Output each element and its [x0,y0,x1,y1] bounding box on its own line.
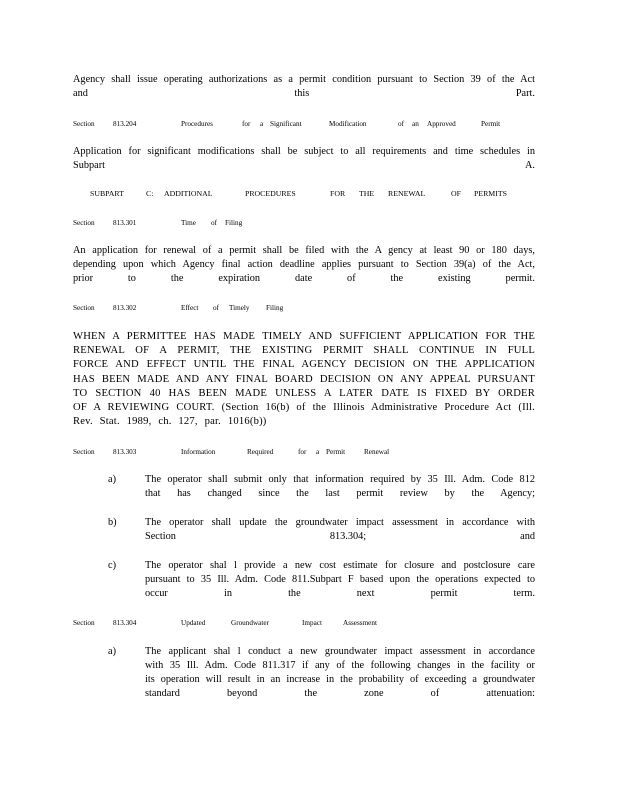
paragraph-time-of-filing: An application for renewal of a permit shall be filed with the A gency at least 90 or 180 days, depending upon which Agency final action deadline applies pursuant to Section 39(a) of the Act, prior to the expiration date of the existing permit. [73,245,535,284]
paragraph-operating-authorizations: Agency shall issue operating authorizations as a permit condition pursuant to Section 39 of the Act and this Part. [73,74,535,99]
statutory-quote: WHEN A PERMITTEE HAS MADE TIMELY AND SUFFICIENT APPLICATION FOR THE RENEWAL OF A PERMIT, THE EXISTING PERMIT SHALL CONTINUE IN FULL FORCE AND EFFECT UNTIL THE FINAL AGENCY DECISION ON THE APPLICATION HAS BEEN MADE AND ANY FINAL BOARD DECISION ON ANY APPEAL PURSUANT TO SECTION 40 HAS BEEN MADE UNLESS A LATER DATE IS FIXED BY ORDER OF A REVIEWING COURT. [73,331,535,414]
paragraph-effect-of-timely-filing [73,330,535,429]
document-page: Agency shall issue operating authorizations as a permit condition pursuant to Section 39 of the Act and this Part. Section 813.204 Procedures for a Significant Modification of an Approved Permit Application for significant modifications shall be subject to all requirements and time schedules in Subpart A. SUBPART C: ADDITIONAL PROCEDURES FOR THE RENEWAL OF PERMITS Section 813.301 Time of Filing An application for renewal of a permit shall be filed with the A gency at least 90 or 180 days, depending upon which Agency final action deadline applies pursuant to Section 39(a) of the Act, prior to the expiration date of the existing permit. Section 813.302 Effect of Timely Filing WHEN A PERMITTEE HAS MADE TIMELY AND SUFFICIENT APPLICATION FOR THE RENEWAL OF A PERMIT, THE EXISTING PERMIT SHALL CONTINUE IN FULL FORCE AND EFFECT UNTIL THE FINAL AGENCY DECISION ON THE APPLICATION HAS BEEN MADE AND ANY FINAL BOARD DECISION ON ANY APPEAL PURSUANT TO SECTION 40 HAS BEEN MADE UNLESS A LATER DATE IS FIXED BY ORDER OF A REVIEWING COURT. (Section 16(b) of the Illinois Administrative Procedure Act (Ill. Rev. Stat. 1989, ch. 127, par. 1016(b)) Section 813.303 Information Required for a Permit Renewal a) The operator shall submit only that information required by 35 Ill. Adm. Code 812 that has changed since the last permit review by the Agency; b) The operator shall update the groundwater impact assessment in accordance with Section 813.304; and c) The operator shal l provide a new cost estimate for closure and postclosure care pursuant to 35 Ill. Adm. Code 811.Subpart F based upon the operations expected to occur in the next permit term. Section 813.304 Updated Groundwater Impact Assessment a) The applicant shal l conduct a new groundwater impact assessment in accordance with 35 Ill. Adm. Code 811.317 if any of the following changes in the facility or its operation will result in an increase in the probability of exceeding a groundwater standard beyond the zone of attenuation: [73,74,536,699]
statutory-citation: (Section 16(b) of the Illinois Administrative Procedure Act (Ill. Rev. Stat. 1989, ch. 127, par. 1016(b)) [73,402,536,428]
paragraph-significant-modifications: Application for significant modifications shall be subject to all requirements and time schedules in Subpart A. [73,146,535,171]
